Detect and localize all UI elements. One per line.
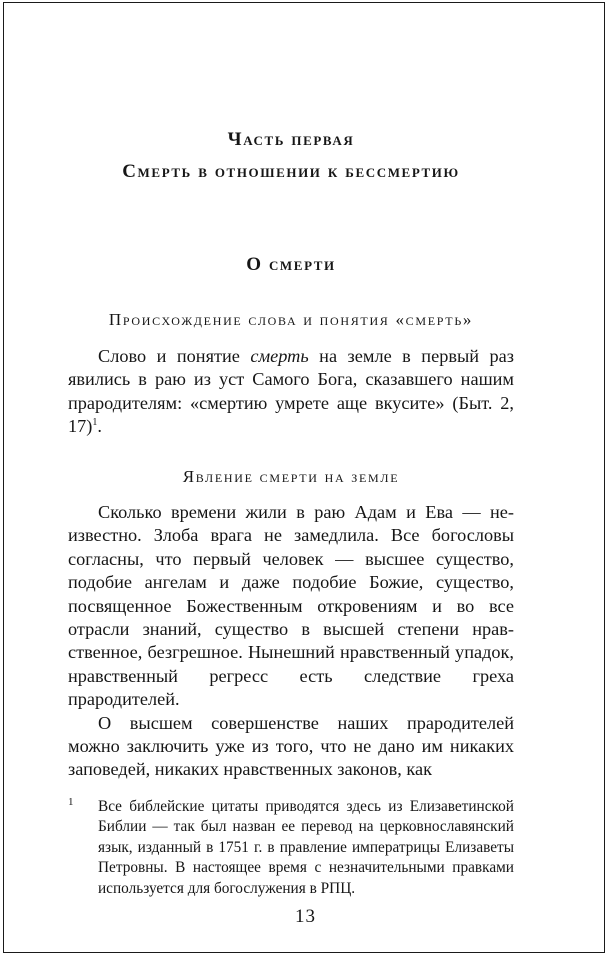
section-1-header: [68, 310, 514, 330]
footnote-reference: 1: [92, 417, 98, 429]
page-number: 13: [295, 906, 316, 927]
chapter-title: О смерти: [246, 254, 336, 275]
section-2-paragraph-2: О высшем совершенстве наших прародителей можно заключить уже из того, что не дано им никаких заповедей, никаких нравственных законов, как: [68, 712, 514, 780]
footnote-text: Все библейские цитаты приводятся здесь из Елизаветинской Библии — так был назван ее перевод на церковнославянский язык, изданный в 1751 г. в правление императрицы Елизаветы Петровны. В настоящее время с незначительными правками используется для богослужения в РПЦ.: [98, 798, 514, 897]
section-2-title: Явление смерти на земле: [182, 467, 400, 486]
paragraph-text-start: Слово и понятие: [98, 346, 251, 366]
section-1-title: Происхождение слова и понятия «смерть»: [108, 310, 474, 329]
part-title-block: [68, 161, 514, 183]
part-label: Часть первая: [227, 129, 355, 150]
part-header: [68, 129, 514, 151]
section-1-paragraph: [68, 345, 514, 439]
part-title: Смерть в отношении к бессмертию: [122, 161, 460, 182]
footnote-number: 1: [68, 796, 74, 808]
section-1-body: [68, 345, 514, 439]
paragraph-text-rest: на земле в первый раз явились в раю из уст Самого Бога, сказавшего нашим прародителям: «смертию умрете аще вкусите» (Быт. 2, 17): [68, 346, 515, 437]
section-2-body: [68, 501, 514, 782]
section-2-header: [68, 467, 514, 487]
chapter-header: [68, 254, 514, 276]
section-2-paragraph-1: Сколько времени жили в раю Адам и Ева — неизвестно. Злоба врага не замедлила. Все богословы согласны, что первый человек — высшее существо, подобие ангелам и даже подобие Божие, существо, посвященное Божественным откровениям и во все отрасли знаний, существо в высшей степени нравственное, безгрешное. Нынешний нравственный упадок, нравственный регресс есть следствие греха прародителей.: [68, 502, 514, 710]
italic-word: смерть: [250, 346, 309, 366]
paragraph-text-end: .: [97, 416, 102, 437]
footnote: [68, 797, 514, 899]
